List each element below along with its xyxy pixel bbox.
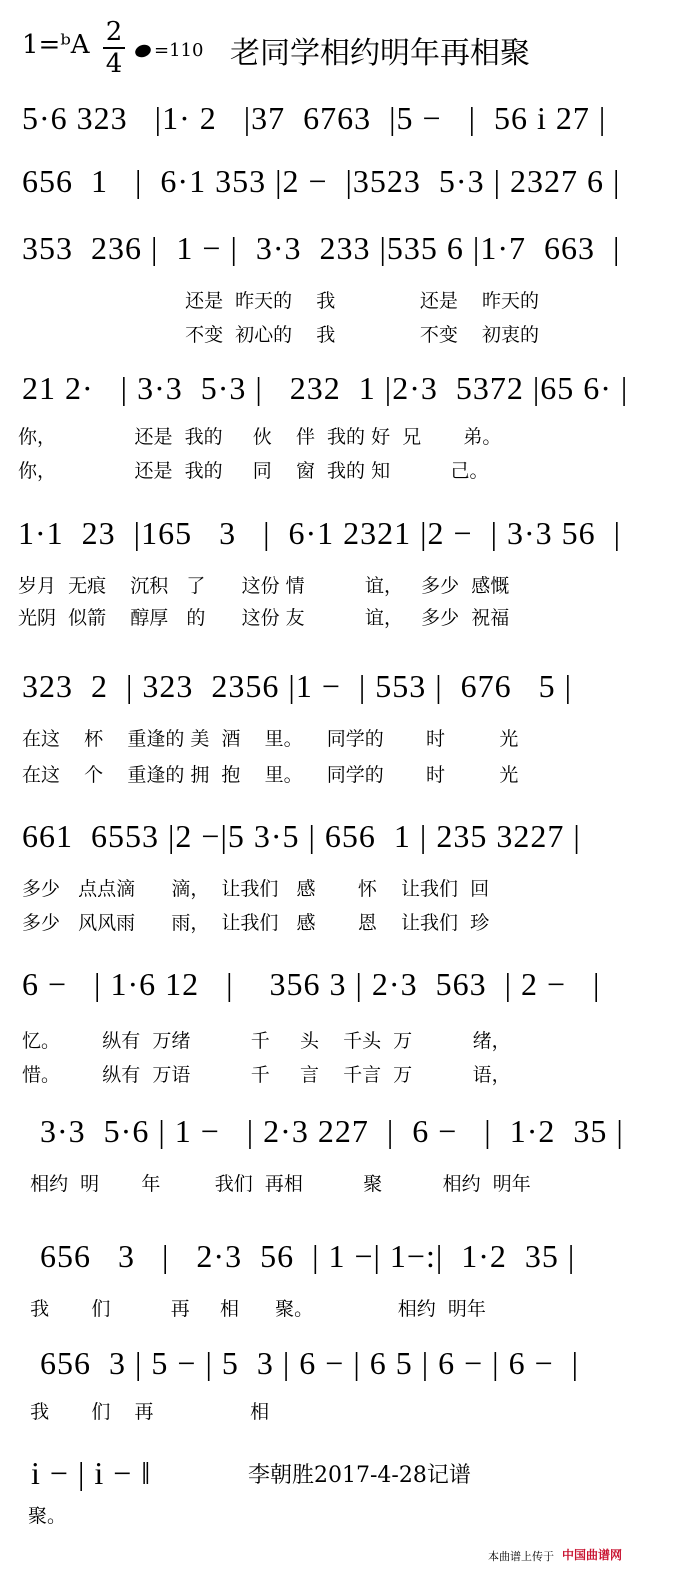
notation-line: 661 6553 |2 −|5 3·5 | 656 1 | 235 3227 |	[22, 818, 581, 854]
notation-line: 6 − | 1·6 12 | 356 3 | 2·3 563 | 2 − |	[22, 966, 601, 1002]
lyric-verse-1: 在这 杯 重逢的 美 酒 里。 同学的 时 光	[22, 728, 519, 750]
lyric-verse-2: 光阴 似箭 醇厚 的 这份 友 谊， 多少 祝福	[18, 607, 510, 629]
time-signature-top: 2	[105, 17, 123, 47]
lyric-verse-1: 相约 明 年 我们 再相 聚 相约 明年	[18, 1173, 531, 1195]
lyric-verse-2: 不变 初心的 我 不变 初衷的	[22, 324, 540, 346]
tempo-value: =110	[154, 40, 204, 61]
lyric-verse-2: 你， 还是 我的 同 窗 我的 知 己。	[18, 460, 489, 482]
notation-line: 21 2· | 3·3 5·3 | 232 1 |2·3 5372 |65 6· |	[22, 370, 629, 406]
lyric-verse-1: 还是 昨天的 我 还是 昨天的	[22, 290, 540, 312]
notation-line: 323 2 | 323 2356 |1 − | 553 | 676 5 |	[22, 668, 573, 704]
lyric-verse-2: 惜。 纵有 万语 千 言 千言 万 语，	[22, 1064, 511, 1086]
transcriber-credit: 李朝胜2017-4-28记谱	[248, 1463, 471, 1488]
lyric-verse-1: 岁月 无痕 沉积 了 这份 情 谊， 多少 感慨	[18, 575, 510, 597]
lyric-verse-2: 在这 个 重逢的 拥 抱 里。 同学的 时 光	[22, 764, 519, 786]
tempo-marking	[135, 40, 203, 61]
notation-line: i − | i − ‖	[22, 1455, 152, 1491]
lyric-verse-1: 聚。	[28, 1505, 67, 1527]
lyric-verse-1: 忆。 纵有 万绪 千 头 千头 万 绪，	[22, 1030, 511, 1052]
quarter-note-icon	[133, 43, 152, 60]
key-signature: 1=ᵇA	[22, 30, 90, 60]
notation-line: 353 236 | 1 − | 3·3 233 |535 6 |1·7 663 |	[22, 230, 621, 266]
notation-line: 656 1 | 6·1 353 |2 − |3523 5·3 | 2327 6 |	[22, 163, 621, 199]
time-signature-bottom: 4	[105, 49, 123, 79]
notation-line: 5·6 323 |1· 2 |37 6763 |5 − | 56 i 27 |	[22, 100, 607, 136]
site-logo: 中国曲谱网	[562, 1548, 623, 1562]
song-title: 老同学相约明年再相聚	[230, 36, 530, 71]
lyric-verse-1: 你， 还是 我的 伙 伴 我的 好 兄 弟。	[18, 426, 502, 448]
lyric-verse-1: 我 们 再 相 聚。 相约 明年	[18, 1298, 486, 1320]
notation-line: 3·3 5·6 | 1 − | 2·3 227 | 6 − | 1·2 35 |	[22, 1113, 624, 1149]
lyric-verse-1: 我 们 再 相	[18, 1401, 270, 1423]
source-note: 本曲谱上传于	[488, 1550, 554, 1563]
notation-line: 656 3 | 2·3 56 | 1 −| 1−:| 1·2 35 |	[22, 1238, 576, 1274]
notation-line: 1·1 23 |165 3 | 6·1 2321 |2 − | 3·3 56 |	[18, 515, 622, 551]
lyric-verse-1: 多少 点点滴 滴， 让我们 感 怀 让我们 回	[22, 878, 490, 900]
lyric-verse-2: 多少 风风雨 雨， 让我们 感 恩 让我们 珍	[22, 912, 490, 934]
time-signature	[103, 18, 125, 78]
notation-line: 656 3 | 5 − | 5 3 | 6 − | 6 5 | 6 − | 6 − |	[22, 1345, 580, 1381]
